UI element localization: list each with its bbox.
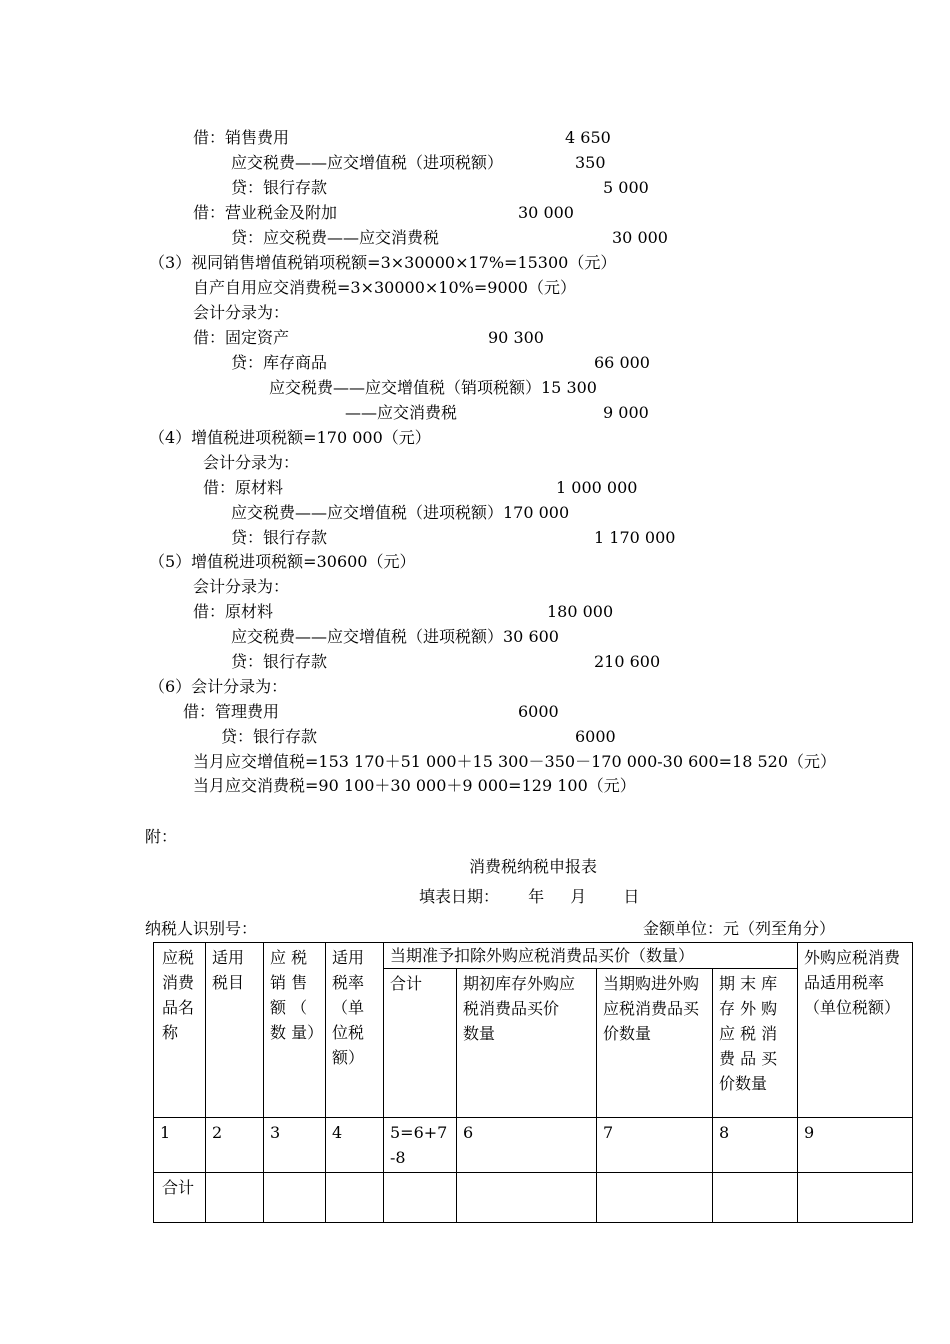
header-current-purchase: 当期购进外购应税消费品买价数量	[597, 969, 713, 1118]
form-date-line: 填表日期： 年 月 日	[419, 887, 640, 906]
entry-amount: 6000	[518, 702, 559, 721]
entry-amount: 210 600	[594, 652, 661, 671]
entry-line: 借：营业税金及附加	[193, 203, 338, 222]
entry-amount: 90 300	[488, 328, 544, 347]
entry-line: 贷：银行存款	[231, 528, 328, 547]
entry-line: 会计分录为：	[193, 303, 290, 322]
index-cell: 6	[457, 1118, 597, 1173]
entry-line: 贷：应交税费——应交消费税	[231, 228, 440, 247]
entry-line: 借：管理费用	[183, 702, 280, 721]
header-product-name: 应税消费品名称	[154, 943, 206, 1118]
empty-cell[interactable]	[206, 1173, 264, 1223]
header-closing-stock: 期 末 库 存 外 购 应 税 消 费 品 买 价数量	[713, 969, 798, 1118]
entry-line: 借：销售费用	[193, 128, 290, 147]
entry-line: 贷：银行存款	[221, 727, 318, 746]
empty-cell[interactable]	[384, 1173, 457, 1223]
index-cell: 4	[326, 1118, 384, 1173]
entry-amount: 5 000	[603, 178, 649, 197]
entry-line: （6）会计分录为：	[149, 677, 288, 696]
table-row	[154, 1173, 913, 1223]
entry-line: 当月应交增值税=153 170＋51 000＋15 300－350－170 000-30 600=18 520（元）	[193, 752, 837, 771]
entry-amount: 66 000	[594, 353, 650, 372]
empty-cell[interactable]	[264, 1173, 326, 1223]
entry-amount: 180 000	[547, 602, 614, 621]
entry-line: 会计分录为：	[203, 453, 300, 472]
entry-line: 借：原材料	[193, 602, 274, 621]
entry-amount: 9 000	[603, 403, 649, 422]
header-opening-stock: 期初库存外购应税消费品买价 数量	[457, 969, 597, 1118]
entry-line: 借：原材料	[203, 478, 284, 497]
table-row	[154, 1118, 913, 1173]
total-label-cell: 合计	[154, 1173, 206, 1223]
entry-amount: 4 650	[565, 128, 611, 147]
entry-amount: 30 000	[612, 228, 668, 247]
entry-amount: 1 000 000	[556, 478, 638, 497]
entry-line: 应交税费——应交增值税（进项税额）30 600	[231, 627, 559, 646]
entry-amount: 6000	[575, 727, 616, 746]
header-tax-item: 适用税目	[206, 943, 264, 1118]
entry-line: 应交税费——应交增值税（进项税额）170 000	[231, 503, 570, 522]
entry-line: 当月应交消费税=90 100＋30 000＋9 000=129 100（元）	[193, 776, 636, 795]
entry-amount: 30 000	[518, 203, 574, 222]
entry-line: 自产自用应交消费税=3×30000×10%=9000（元）	[193, 278, 576, 297]
header-taxable-sales: 应 税 销 售 额 （ 数 量）	[264, 943, 326, 1118]
empty-cell[interactable]	[713, 1173, 798, 1223]
header-deduction-group: 当期准予扣除外购应税消费品买价（数量）	[384, 943, 798, 969]
entry-line: 借：固定资产	[193, 328, 290, 347]
entry-line: 会计分录为：	[193, 577, 290, 596]
index-cell: 8	[713, 1118, 798, 1173]
amount-unit-label: 金额单位：元（列至角分）	[643, 919, 836, 938]
empty-cell[interactable]	[798, 1173, 913, 1223]
header-total: 合计	[384, 969, 457, 1118]
index-cell: 3	[264, 1118, 326, 1173]
entry-line: 应交税费——应交增值税（进项税额）	[231, 153, 504, 172]
entry-line: （5）增值税进项税额=30600（元）	[149, 552, 416, 571]
entry-amount: 1 170 000	[594, 528, 676, 547]
empty-cell[interactable]	[597, 1173, 713, 1223]
entry-line: 贷：银行存款	[231, 652, 328, 671]
table-header-row	[154, 943, 913, 969]
index-cell: 2	[206, 1118, 264, 1173]
entry-line: 应交税费——应交增值税（销项税额）15 300	[269, 378, 597, 397]
empty-cell[interactable]	[457, 1173, 597, 1223]
taxpayer-id-label: 纳税人识别号：	[145, 919, 258, 938]
index-cell: 1	[154, 1118, 206, 1173]
empty-cell[interactable]	[326, 1173, 384, 1223]
appendix-label: 附：	[145, 827, 178, 846]
entry-line: （3）视同销售增值税销项税额=3×30000×17%=15300（元）	[149, 253, 617, 272]
entry-line: 贷：银行存款	[231, 178, 328, 197]
entry-line: 贷：库存商品	[231, 353, 328, 372]
declaration-table	[153, 942, 913, 1223]
header-tax-rate: 适用税率（单位税额）	[326, 943, 384, 1118]
entry-line: （4）增值税进项税额=170 000（元）	[149, 428, 431, 447]
header-purchased-rate: 外购应税消费品适用税率（单位税额）	[798, 943, 913, 1118]
form-title: 消费税纳税申报表	[469, 857, 598, 876]
index-cell: 5=6+7-8	[384, 1118, 457, 1173]
index-cell: 7	[597, 1118, 713, 1173]
index-cell: 9	[798, 1118, 913, 1173]
entry-amount: 350	[575, 153, 606, 172]
entry-line: ——应交消费税	[345, 403, 458, 422]
